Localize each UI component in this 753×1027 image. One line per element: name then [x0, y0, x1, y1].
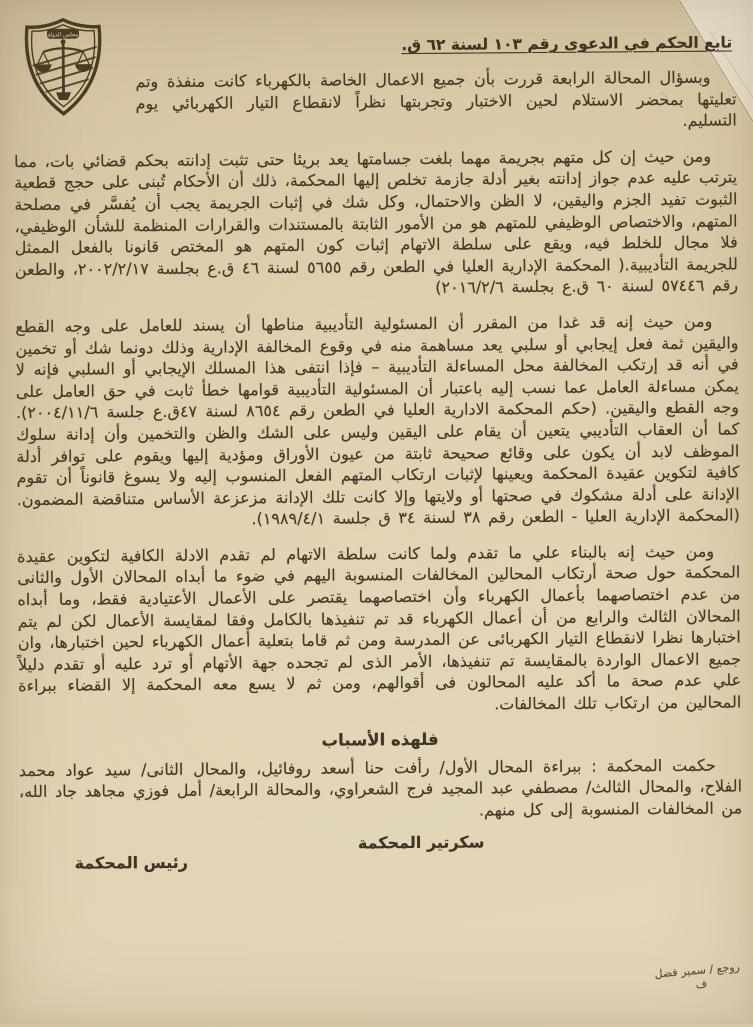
signature-court-secretary: سكرتير المحكمة: [358, 833, 485, 853]
body-paragraph: ومن حيث إن كل متهم بجريمة مهما بلغت جسامتها يعد بريئا حتى تثبت إدانته بحكم قضائي بات، مما يترتب عليه عدم جواز إدانته بغير أدلة جازمة تخلص إليها المحكمة، ذلك أن الأحكام تُبنى على حجج قطعية الثبوت تفيد الجزم واليقين، لا الظن والاحتمال، وكل شك في إثبات الجريمة يجب أن يُفسَّر في مصلحة المتهم، والاختصاص الوظيفي للمتهم هو من الأمور الثابتة بالمستندات والقرارات المنظمة للشأن الوظيفي، فلا مجال للخلط فيه، ويقع على سلطة الاتهام إثبات كون المتهم هو المختص قانونا بالفعل الممثل للجريمة التأديبية.( المحكمة الإدارية العليا في الطعن رقم ٥٦٥٥ لسنة ٤٦ ق.ع بجلسة ٢٠٠٢/٢/١٧، والطعن رقم ٥٧٤٤٦ لسنة ٦٠ ق.ع بجلسة ٢٠١٦/٢/٦): [14, 145, 738, 302]
body-paragraph: ومن حيث إنه قد غدا من المقرر أن المسئولية التأديبية مناطها أن يسند للعامل على وجه القطع واليقين ثمة فعل إيجابي أو سلبي يعد مساهمة منه في وقوع المخالفة الإدارية وذلك دونما شك أو تخمين في أنه قد إرتكب المخالفة محل المساءلة التأديبية – فإذا انتفى هذا المسلك الإيجابي أو السلبي فإنه لا يمكن مساءلة العامل عما نسب إليه باعتبار أن المسئولية التأديبية قوامها خطأ ثابت في حق العامل على وجه القطع واليقين. (حكم المحكمة الادارية العليا في الطعن رقم ٨٦٥٤ لسنة ٤٧ق.ع جلسة ٢٠٠٤/١١/٦). كما أن العقاب التأديبي يتعين أن يقام على اليقين وليس على الشك والظن والتخمين وأن إدانة سلوك الموظف لابد أن يكون على وقائع صحيحة ثابتة من عيون الأوراق ومؤدية إليها ويقوم على توافر أدلة كافية لتكوين عقيدة المحكمة ويعينها لإثبات ارتكاب المتهم الفعل المنسوب إليه ولا يسوغ قانوناً أن تقوم الإدانة على أدلة مشكوك في صحتها أو ولايتها وإلا كانت تلك الإدانة مزعزعة الأساس متناقضة المضمون.(المحكمة الإدارية العليا - الطعن رقم ٣٨ لسنة ٣٤ ق جلسة ١٩٨٩/٤/١).: [15, 310, 740, 532]
scales-of-justice-icon: [35, 40, 91, 100]
signature-row: [19, 829, 742, 858]
body-paragraph: وبسؤال المحالة الرابعة قررت بأن جميع الاعمال الخاصة بالكهرباء كانت منفذة وتم تعليتها بمحضر الاستلام لحين الاختبار وتجربتها نظراً لانقطاع التيار الكهربائي يوم التسليم.: [135, 66, 736, 135]
reasons-heading: فلهذه الأسباب: [19, 727, 742, 752]
state-council-seal-icon: [21, 16, 106, 117]
reviewer-initial: ف: [656, 977, 709, 995]
page-header-title: تابع الحكم في الدعوى رقم ١٠٣ لسنة ٦٢ ق.: [13, 33, 732, 57]
reviewer-note-text: روجع / سمير فضل: [654, 960, 740, 980]
signature-court-president: رئيس المحكمة: [74, 853, 188, 873]
body-paragraph: ومن حيث إنه بالبناء علي ما تقدم ولما كانت سلطة الاتهام لم تقدم الادلة الكافية لتكوين عقيدة المحكمة حول صحة أرتكاب المحالين المخالفات المنسوبة اليهم في ضوء ما أبداه المحالان الأول والثانى من عدم اختصاصهما بأعمال الكهرباء وأن اختصاصهما يقتصر على الأعمال الأعتيادية فقط، وما أبداه المحالان الثالث والرابع من أن أعمال الكهرباء قد تم تنفيذها بالكامل وفقا لمقايسة الأعمال لكن لم يتم اختبارها نظرا لانقطاع التيار الكهربائى عن المدرسة ومن ثم قاما بتعلية أعمال الكهرباء لحين اختبارها، وان جميع الاعمال الواردة بالمقايسة تم تنفيذها، الأمر الذى لم تجحده جهة الأتهام أو ترد عليه أو تقدم دليلاً علي عدم صحة ما أكد عليه المحالون فى أقوالهم، ومن ثم لا يسع معه المحكمة إلا القضاء ببراءة المحالين من ارتكاب تلك المخالفات.: [17, 540, 741, 718]
verdict-paragraph: حكمت المحكمة : ببراءة المحال الأول/ رأفت حنا أسعد روفائيل، والمحال الثانى/ سيد عواد محمد الفلاح، والمحال الثالث/ مصطفي عبد المجيد فرج الشعراوي، والمحالة الرابعة/ أمل فوزي مجاهد جاد الله، من المخالفات المنسوبة إلى كل منهم.: [19, 754, 742, 824]
seal-label: مجلس الدولة: [48, 32, 79, 38]
